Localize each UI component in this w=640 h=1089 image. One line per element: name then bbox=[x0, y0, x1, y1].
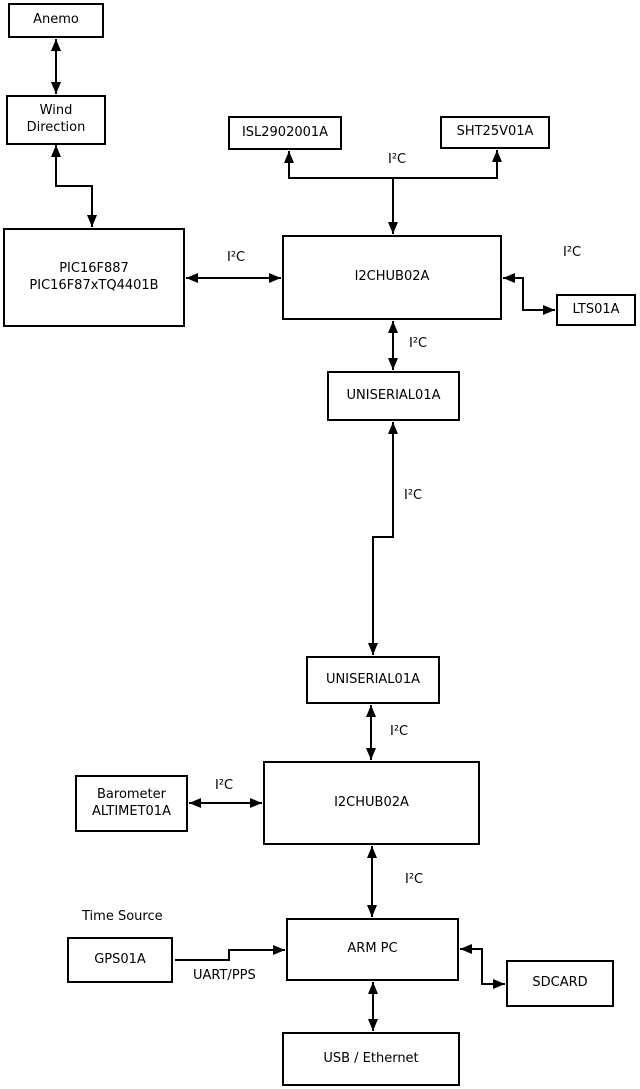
node-usb-ethernet-label: USB / Ethernet bbox=[323, 1050, 419, 1066]
node-i2chub02a-upper-label: I2CHUB02A bbox=[354, 269, 430, 285]
connector-hub1-lts bbox=[503, 278, 555, 310]
node-uniserial01a-upper-label: UNISERIAL01A bbox=[346, 387, 441, 403]
node-sdcard-label: SDCARD bbox=[532, 975, 588, 991]
node-wind-direction-label-line2: Direction bbox=[26, 120, 86, 135]
edge-label-i2c-hub2-armpc: I²C bbox=[405, 872, 424, 887]
node-pic16f887-label-line1: PIC16F887 bbox=[59, 260, 129, 276]
node-uniserial01a-upper bbox=[327, 371, 460, 421]
connector-gps-armpc bbox=[175, 950, 285, 960]
edge-label-i2c-hub1-uniserial: I²C bbox=[409, 336, 428, 351]
node-gps01a bbox=[67, 937, 173, 983]
node-arm-pc-label: ARM PC bbox=[347, 941, 398, 957]
node-anemo-label: Anemo bbox=[33, 12, 79, 28]
node-wind-direction bbox=[6, 95, 106, 145]
edge-label-i2c-barometer: I²C bbox=[215, 778, 234, 793]
edge-label-i2c-lts: I²C bbox=[563, 245, 582, 260]
node-i2chub02a-lower bbox=[263, 761, 480, 845]
connector-uniserial1-uniserial2 bbox=[373, 422, 393, 655]
node-barometer-altimet01a bbox=[75, 775, 188, 832]
node-i2chub02a-lower-label: I2CHUB02A bbox=[334, 794, 409, 810]
connector-armpc-sdcard bbox=[460, 949, 505, 984]
node-barometer-label-line1: Barometer bbox=[97, 786, 166, 802]
node-uniserial01a-lower bbox=[306, 656, 440, 704]
node-sht25v01a bbox=[440, 116, 550, 149]
node-sdcard bbox=[506, 960, 614, 1007]
node-arm-pc bbox=[286, 918, 459, 981]
node-pic16f887-label-line2: PIC16F87xTQ4401B bbox=[29, 277, 159, 293]
node-lts01a bbox=[556, 294, 636, 326]
node-lts01a-label: LTS01A bbox=[572, 301, 620, 317]
edge-label-time-source: Time Source bbox=[82, 909, 163, 924]
node-barometer-label-line2: ALTIMET01A bbox=[92, 803, 171, 819]
edge-label-i2c-sensor-bus: I²C bbox=[388, 152, 407, 167]
node-usb-ethernet bbox=[282, 1032, 460, 1086]
node-uniserial01a-lower-label: UNISERIAL01A bbox=[326, 671, 420, 687]
connector-wind-pic bbox=[56, 145, 92, 227]
node-isl2902001a-label: ISL2902001A bbox=[241, 124, 329, 140]
node-gps01a-label: GPS01A bbox=[94, 951, 146, 967]
node-wind-direction-label-line1: Wind bbox=[39, 103, 73, 119]
edge-label-i2c-uniserial-hub2: I²C bbox=[390, 724, 409, 739]
edge-label-uart-pps: UART/PPS bbox=[193, 968, 256, 983]
node-isl2902001a bbox=[228, 116, 342, 150]
node-anemo bbox=[8, 3, 104, 38]
edge-label-i2c-uniserial-link: I²C bbox=[404, 488, 423, 503]
edge-label-i2c-pic-hub1: I²C bbox=[227, 250, 246, 265]
node-pic16f887 bbox=[3, 228, 185, 327]
node-i2chub02a-upper bbox=[282, 235, 502, 320]
node-sht25v01a-label: SHT25V01A bbox=[456, 124, 534, 140]
